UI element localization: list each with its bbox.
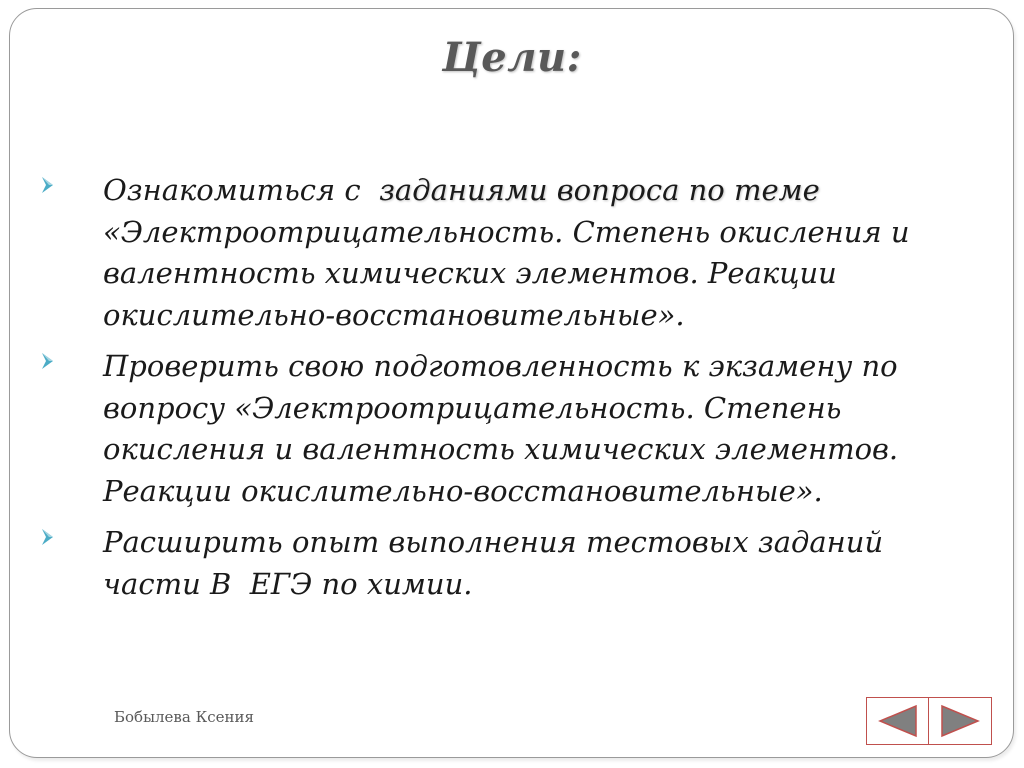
goals-list	[38, 170, 958, 615]
bullet-text	[103, 170, 958, 336]
next-slide-button[interactable]	[929, 697, 992, 745]
bullet-emphasis-text: заданиями вопроса по теме	[369, 173, 820, 207]
arrow-bullet-icon	[38, 172, 60, 198]
author-footer: Бобылева Ксения	[114, 708, 254, 726]
list-item	[38, 346, 958, 512]
bullet-rest-text: «Электроотрицательность. Степень окисления и валентность химических элементов. Реакции окислительно-восстановительные».	[103, 214, 919, 332]
bullet-text: Расширить опыт выполнения тестовых заданий части В ЕГЭ по химии.	[103, 525, 893, 601]
slide-navigation	[866, 697, 992, 745]
bullet-text: Проверить свою подготовленность к экзамену по вопросу «Электроотрицательность. Степень окисления и валентность химических элементов. Реакции окислительно-восстановительные».	[103, 349, 908, 508]
list-item	[38, 522, 958, 605]
arrow-bullet-icon	[38, 348, 60, 374]
arrow-bullet-icon	[38, 524, 60, 550]
previous-slide-button[interactable]	[866, 697, 929, 745]
slide-title: Цели:	[442, 34, 582, 81]
list-item	[38, 170, 958, 336]
triangle-left-icon	[876, 703, 920, 739]
bullet-lead-text: Ознакомиться с	[103, 173, 370, 207]
triangle-right-icon	[938, 703, 982, 739]
